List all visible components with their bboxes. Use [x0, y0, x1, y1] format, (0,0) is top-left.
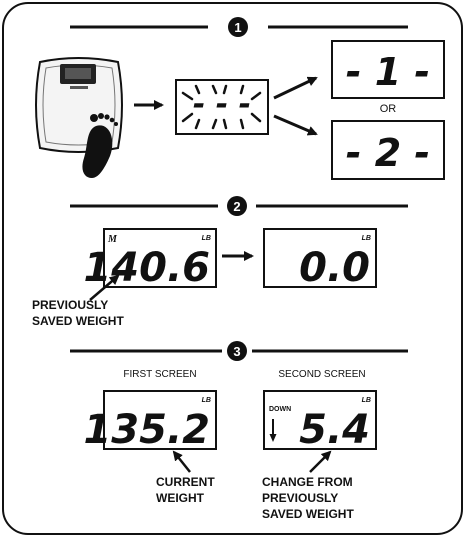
arrow-to-result-two — [274, 116, 316, 134]
current-weight-callout-line2: WEIGHT — [156, 491, 204, 505]
change-weight-unit: LB — [361, 397, 371, 404]
change-weight-callout-line2: PREVIOUSLY — [262, 491, 339, 505]
change-weight-pointer — [310, 452, 330, 472]
current-weight-callout — [156, 474, 215, 506]
second-screen-title: SECOND SCREEN — [278, 369, 366, 380]
change-weight-callout-line3: SAVED WEIGHT — [262, 507, 354, 521]
memory-flag: M — [108, 234, 117, 245]
change-weight-callout-line1: CHANGE FROM — [262, 475, 353, 489]
or-label: OR — [379, 103, 397, 115]
saved-weight-callout-line1: PREVIOUSLY — [32, 298, 109, 312]
current-weight-value: 135.2 — [83, 407, 210, 453]
first-screen-title: FIRST SCREEN — [123, 369, 197, 380]
step2-badge-number: 2 — [233, 199, 241, 214]
flash-dashes: - - - — [192, 87, 252, 122]
step1-badge-number: 1 — [234, 20, 242, 35]
saved-weight-value: 140.6 — [83, 245, 210, 291]
change-weight-value: 5.4 — [299, 407, 370, 453]
direction-label: DOWN — [269, 406, 292, 413]
arrow-to-result-one — [274, 78, 316, 98]
zero-unit: LB — [361, 235, 371, 242]
result-one-value: - 1 - — [345, 50, 431, 94]
change-weight-callout — [262, 474, 354, 522]
current-weight-pointer — [174, 452, 190, 472]
zero-value: 0.0 — [299, 245, 370, 291]
result-two-value: - 2 - — [345, 131, 431, 175]
saved-weight-unit: LB — [201, 235, 211, 242]
current-weight-callout-line1: CURRENT — [156, 475, 215, 489]
saved-weight-callout — [32, 297, 124, 329]
saved-weight-callout-line2: SAVED WEIGHT — [32, 314, 124, 328]
current-weight-unit: LB — [201, 397, 211, 404]
step3-badge-number: 3 — [233, 344, 241, 359]
